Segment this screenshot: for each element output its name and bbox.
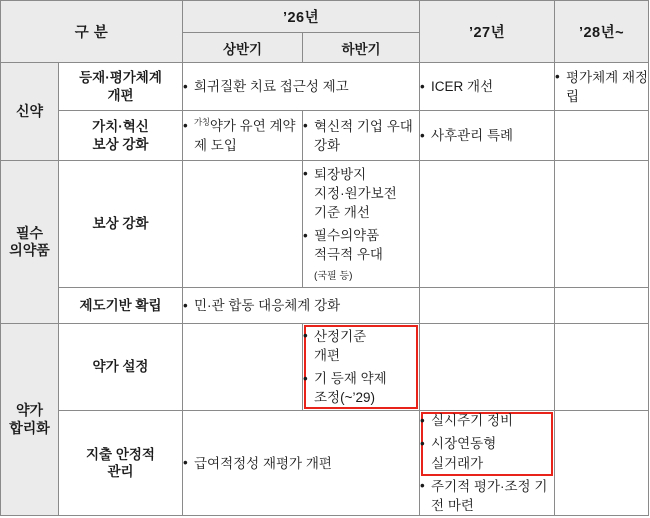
cell-27-value xyxy=(420,111,555,161)
bullet-item: • 급여적정성 재평가 개편 xyxy=(183,454,419,473)
table-row xyxy=(1,324,649,411)
subcategory-expenditure-management: 지출 안정적 관리 xyxy=(59,411,183,516)
bullet-item: • 평가체계 재정립 xyxy=(555,68,648,106)
header-division: 구 분 xyxy=(1,1,183,63)
subcategory-price-setting: 약가 설정 xyxy=(59,324,183,411)
bullet-item: • 시장연동형 실거래가 xyxy=(420,434,554,472)
bullet-item xyxy=(183,116,302,155)
header-year-2026: ’26년 xyxy=(183,1,420,33)
bullet-text: 약가 유연 계약제 도입 xyxy=(194,118,296,153)
bullet-item: • ICER 개선 xyxy=(420,77,554,96)
category-label: 약가 합리화 xyxy=(9,402,50,436)
table-header-row-1 xyxy=(1,1,649,33)
table-row xyxy=(1,63,649,111)
bullet-item: • 희귀질환 치료 접근성 제고 xyxy=(183,77,419,96)
subcategory-listing-evaluation: 등재·평가체계 개편 xyxy=(59,63,183,111)
cell-28-value xyxy=(555,111,649,161)
cell-28-listing xyxy=(555,63,649,111)
cell-27-listing xyxy=(420,63,555,111)
header-year-2028: ’28년~ xyxy=(555,1,649,63)
category-essential-medicine xyxy=(1,161,59,324)
cell-26-system-foundation xyxy=(183,288,420,324)
bullet-item: • 사후관리 특례 xyxy=(420,126,554,145)
table-row xyxy=(1,161,649,288)
header-year-2027: ’27년 xyxy=(420,1,555,63)
category-label: 신약 xyxy=(15,102,44,119)
cell-27-system-foundation xyxy=(420,288,555,324)
subcategory-compensation-strengthening: 보상 강화 xyxy=(59,161,183,288)
bullet-item: • 산정기준 개편 xyxy=(303,327,419,365)
cell-26-h1-value xyxy=(183,111,303,161)
bullet-item: • 퇴장방지 지정·원가보전 기준 개선 xyxy=(303,165,419,222)
category-price-rationalization xyxy=(1,324,59,516)
bullet-item: • 주기적 평가·조정 기전 마련 xyxy=(420,477,554,515)
bullet-note: (국필 등) xyxy=(314,270,353,282)
bullet-item: • 기 등재 약제 조정(~’29) xyxy=(303,369,419,407)
subcategory-value-innovation: 가치·혁신 보상 강화 xyxy=(59,111,183,161)
cell-26-h1-price-setting xyxy=(183,324,303,411)
cell-26-h2-value xyxy=(303,111,420,161)
header-second-half: 하반기 xyxy=(303,32,420,62)
cell-27-price-setting xyxy=(420,324,555,411)
category-new-drug xyxy=(1,63,59,161)
cell-28-expenditure xyxy=(555,411,649,516)
bullet-item: • 실시주기 정비 xyxy=(420,411,554,430)
bullet-item: • 민·관 합동 대응체계 강화 xyxy=(183,296,419,315)
cell-28-system-foundation xyxy=(555,288,649,324)
cell-28-price-setting xyxy=(555,324,649,411)
cell-26-expenditure xyxy=(183,411,420,516)
cell-26-h1-essential xyxy=(183,161,303,288)
table-row xyxy=(1,111,649,161)
table-row xyxy=(1,288,649,324)
cell-27-essential xyxy=(420,161,555,288)
subcategory-system-foundation: 제도기반 확립 xyxy=(59,288,183,324)
cell-26-h2-essential xyxy=(303,161,420,288)
annotation-tentative: 가칭 xyxy=(194,117,210,128)
bullet-item: • 혁신적 기업 우대 강화 xyxy=(303,117,419,155)
cell-27-expenditure xyxy=(420,411,555,516)
bullet-item: • 필수의약품 적극적 우대 (국필 등) xyxy=(303,226,419,284)
header-first-half: 상반기 xyxy=(183,32,303,62)
cell-28-essential xyxy=(555,161,649,288)
table-row xyxy=(1,411,649,516)
cell-26-h2-price-setting xyxy=(303,324,420,411)
category-label: 필수 의약품 xyxy=(9,224,50,259)
cell-26-listing xyxy=(183,63,420,111)
